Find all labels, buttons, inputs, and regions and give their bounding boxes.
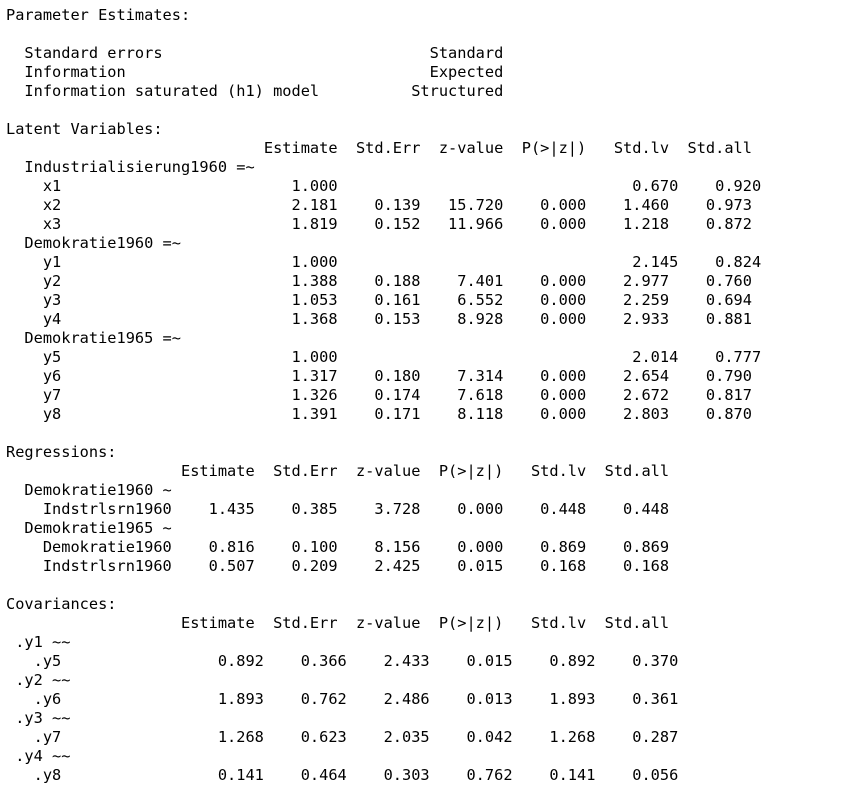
table-row: y7 1.326 0.174 7.618 0.000 2.672 0.817 — [6, 386, 752, 404]
table-row: y4 1.368 0.153 8.928 0.000 2.933 0.881 — [6, 310, 752, 328]
group-header: Demokratie1960 =~ — [6, 234, 181, 252]
table-row: .y5 0.892 0.366 2.433 0.015 0.892 0.370 — [6, 652, 679, 670]
column-header: Estimate Std.Err z-value P(>|z|) Std.lv Std.all — [6, 139, 752, 157]
blank-line — [6, 101, 761, 120]
column-header: Estimate Std.Err z-value P(>|z|) Std.lv Std.all — [6, 462, 670, 480]
table-row: y2 1.388 0.188 7.401 0.000 2.977 0.760 — [6, 272, 752, 290]
table-row: .y6 1.893 0.762 2.486 0.013 1.893 0.361 — [6, 690, 679, 708]
info-standard-errors: Standard errors Standard — [6, 44, 504, 62]
table-row: Indstrlsrn1960 1.435 0.385 3.728 0.000 0.448 0.448 — [6, 500, 670, 518]
group-header: Demokratie1965 ~ — [6, 519, 172, 537]
column-header: Estimate Std.Err z-value P(>|z|) Std.lv Std.all — [6, 614, 670, 632]
table-row: y1 1.000 2.145 0.824 — [6, 253, 762, 271]
info-saturated-model: Information saturated (h1) model Structured — [6, 82, 504, 100]
table-row: y8 1.391 0.171 8.118 0.000 2.803 0.870 — [6, 405, 752, 423]
info-information: Information Expected — [6, 63, 504, 81]
group-header: Industrialisierung1960 =~ — [6, 158, 255, 176]
heading-parameter-estimates: Parameter Estimates: — [6, 6, 191, 24]
console-output — [6, 6, 761, 785]
group-header: .y4 ~~ — [6, 747, 71, 765]
heading-latent-variables: Latent Variables: — [6, 120, 163, 138]
table-row: x1 1.000 0.670 0.920 — [6, 177, 762, 195]
table-row: y6 1.317 0.180 7.314 0.000 2.654 0.790 — [6, 367, 752, 385]
table-row: .y7 1.268 0.623 2.035 0.042 1.268 0.287 — [6, 728, 679, 746]
heading-regressions: Regressions: — [6, 443, 117, 461]
heading-covariances: Covariances: — [6, 595, 117, 613]
table-row: y5 1.000 2.014 0.777 — [6, 348, 762, 366]
table-row: x2 2.181 0.139 15.720 0.000 1.460 0.973 — [6, 196, 752, 214]
group-header: .y3 ~~ — [6, 709, 71, 727]
table-row: Indstrlsrn1960 0.507 0.209 2.425 0.015 0.168 0.168 — [6, 557, 670, 575]
group-header: .y2 ~~ — [6, 671, 71, 689]
blank-line — [6, 576, 761, 595]
blank-line — [6, 424, 761, 443]
group-header: .y1 ~~ — [6, 633, 71, 651]
table-row: x3 1.819 0.152 11.966 0.000 1.218 0.872 — [6, 215, 752, 233]
group-header: Demokratie1960 ~ — [6, 481, 172, 499]
group-header: Demokratie1965 =~ — [6, 329, 181, 347]
blank-line — [6, 25, 761, 44]
table-row: y3 1.053 0.161 6.552 0.000 2.259 0.694 — [6, 291, 752, 309]
table-row: .y8 0.141 0.464 0.303 0.762 0.141 0.056 — [6, 766, 679, 784]
table-row: Demokratie1960 0.816 0.100 8.156 0.000 0.869 0.869 — [6, 538, 670, 556]
